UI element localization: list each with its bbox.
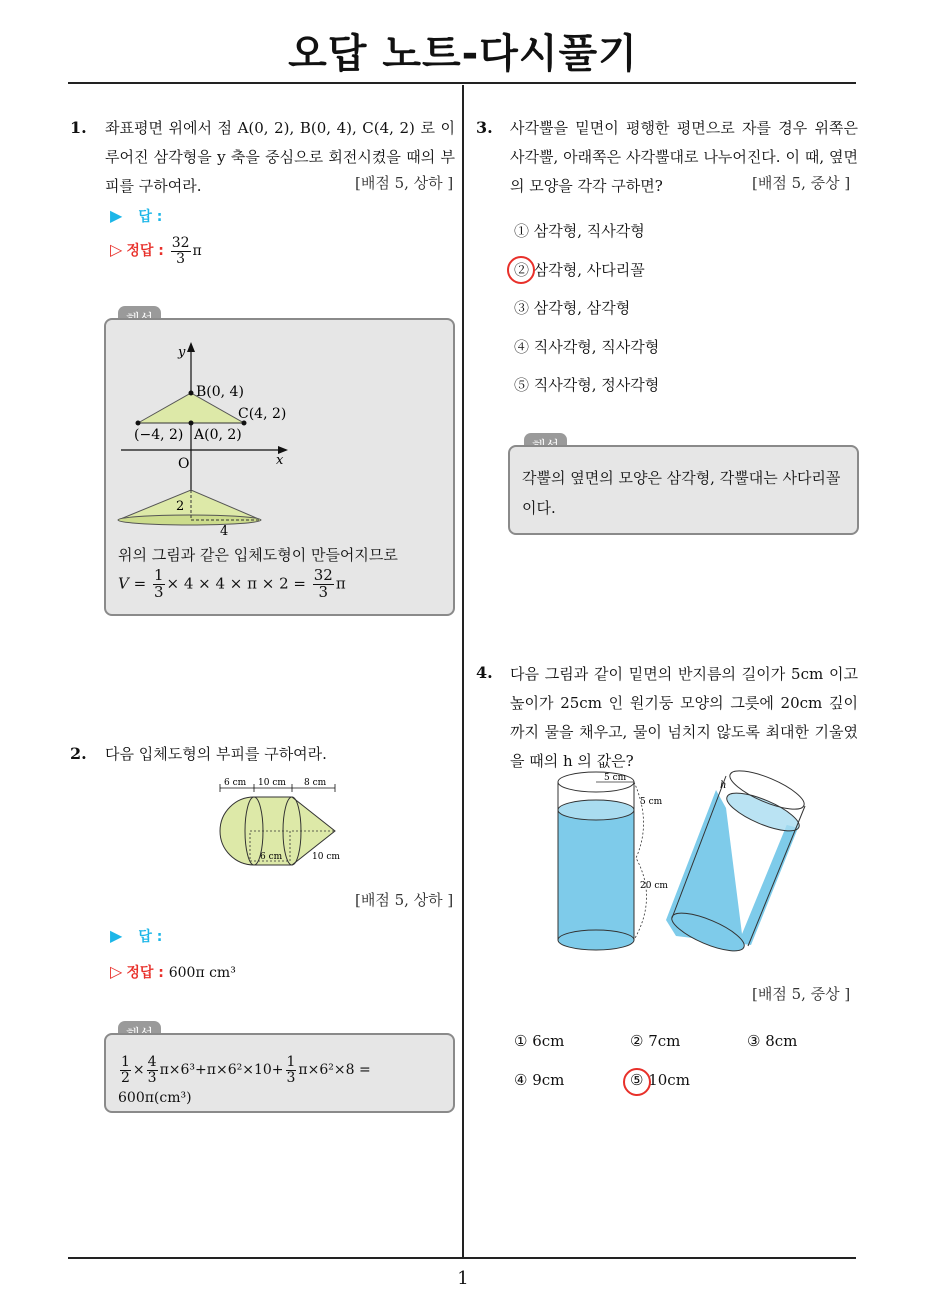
triangle-outline-icon: ▷: [110, 240, 123, 260]
q2-fig-r: 6 cm: [260, 852, 283, 862]
q1-fig-radius-label: 4: [220, 524, 229, 539]
q2-fig-l: 10 cm: [312, 852, 340, 862]
q1-correct: ▷ 정답 : $\frac{32}{3}$ π: [110, 235, 202, 267]
q1-fig-y-label: y: [178, 345, 186, 360]
q4-fig-depth: 20 cm: [640, 881, 668, 891]
q3-choice-2[interactable]: ② 삼각형, 사다리꼴: [514, 261, 645, 279]
q1-explanation-line1: 위의 그림과 같은 입체도형이 만들어지므로: [118, 546, 398, 564]
q2-correct: ▷ 정답 : 600π cm³: [110, 962, 236, 981]
q1-fig-c-label: C(4, 2): [238, 406, 287, 422]
q1-fig-height-label: 2: [176, 499, 185, 514]
q4-number: 4.: [476, 663, 493, 682]
q3-explanation-text: 각뿔의 옆면의 모양은 삼각형, 각뿔대는 사다리꼴이다.: [522, 469, 841, 517]
q1-text: 좌표평면 위에서 점 A(0, 2), B(0, 4), C(4, 2) 로 이루어진 삼각형을 y 축을 중심으로 회전시켰을 때의 부피를 구하여라.: [105, 119, 455, 195]
q2-fig-d2: 10 cm: [258, 778, 286, 788]
q1-number: 1.: [70, 118, 87, 137]
q4-fig-gap: 5 cm: [640, 797, 663, 807]
page-title: 오답 노트-다시풀기: [288, 31, 638, 77]
q1-fig-b-label: B(0, 4): [196, 384, 244, 400]
page-number: 1: [457, 1268, 469, 1289]
selected-mark-icon: [623, 1068, 651, 1096]
q2-solid-figure: [212, 775, 347, 870]
footer-rule: [68, 1257, 856, 1259]
q2-explanation-formula: $\frac{1}{2}$ × $\frac{4}{3}$ π×6³+π×6²×10+ $\frac{1}{3}$ π×6²×8 = 600π(cm³): [118, 1054, 371, 1107]
q3-text: 사각뿔을 밑면이 평행한 평면으로 자를 경우 위쪽은 사각뿔, 아래쪽은 사각뿔대로 나누어진다. 이 때, 옆면의 모양을 각각 구하면?: [510, 119, 858, 195]
q1-points: [배점 5, 상하 ]: [355, 174, 454, 192]
q2-explanation-box: [104, 1033, 455, 1113]
q1-explanation-box: [104, 318, 455, 616]
q4-text: 다음 그림과 같이 밑면의 반지름의 길이가 5cm 이고 높이가 25cm 인 원기둥 모양의 그릇에 20cm 깊이까지 물을 채우고, 물이 넘치지 않도록 최대한 기울였을 때의 h 의 값은?: [510, 665, 858, 770]
q2-text: 다음 입체도형의 부피를 구하여라.: [105, 745, 327, 763]
q1-fig-aneg-label: (−4, 2): [134, 427, 184, 443]
q4-choice-2[interactable]: ② 7cm: [630, 1032, 681, 1050]
q4-choice-5[interactable]: ⑤ 10cm: [630, 1071, 690, 1089]
q3-choice-3[interactable]: ③ 삼각형, 삼각형: [514, 299, 631, 317]
q2-points: [배점 5, 상하 ]: [355, 891, 454, 909]
q2-number: 2.: [70, 744, 87, 763]
q4-cylinder-figure: [548, 768, 818, 968]
q3-choice-5[interactable]: ⑤ 직사각형, 정사각형: [514, 376, 660, 394]
q3-points: [배점 5, 중상 ]: [752, 174, 851, 192]
q2-fig-d3: 8 cm: [304, 778, 327, 788]
column-divider: [462, 85, 464, 1257]
q4-fig-h: h: [720, 780, 727, 791]
q4-choice-4[interactable]: ④ 9cm: [514, 1071, 565, 1089]
q1-explanation-formula: V = $\frac{1}{3}$ × 4 × 4 × π × 2 = $\frac{32}{3}$ π: [118, 566, 346, 601]
q3-choice-1[interactable]: ① 삼각형, 직사각형: [514, 222, 645, 240]
selected-mark-icon: [507, 256, 535, 284]
q2-answer[interactable]: ▶ 답 :: [110, 926, 163, 945]
q1-answer[interactable]: ▶ 답 :: [110, 206, 163, 225]
q1-fig-origin: O: [178, 456, 190, 472]
q4-fig-r: 5 cm: [604, 773, 627, 783]
header-rule: [68, 82, 856, 84]
q2-fig-d1: 6 cm: [224, 778, 247, 788]
q1-rotation-figure: [116, 340, 316, 550]
q1-fig-a-label: A(0, 2): [194, 427, 242, 443]
q3-number: 3.: [476, 118, 493, 137]
q4-points: [배점 5, 중상 ]: [752, 985, 851, 1003]
play-icon: ▶: [110, 206, 123, 225]
triangle-outline-icon: ▷: [110, 962, 123, 981]
play-icon: ▶: [110, 926, 123, 945]
q4-choice-1[interactable]: ① 6cm: [514, 1032, 565, 1050]
q3-explanation-box: [508, 445, 859, 535]
q4-choice-3[interactable]: ③ 8cm: [747, 1032, 798, 1050]
q1-fig-x-label: x: [276, 453, 284, 468]
q3-choice-4[interactable]: ④ 직사각형, 직사각형: [514, 338, 660, 356]
